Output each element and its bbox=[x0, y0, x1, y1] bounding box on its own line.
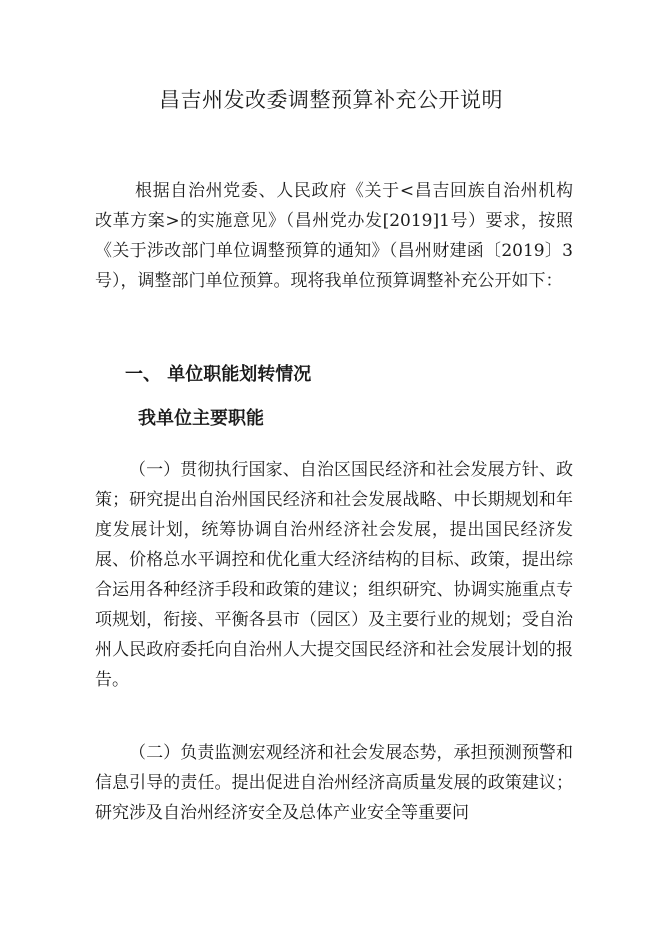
section-heading: 一、 单位职能划转情况 bbox=[125, 364, 312, 385]
function-item-1: （一）贯彻执行国家、自治区国民经济和社会发展方针、政策；研究提出自治州国民经济和社会发展战略、中长期规划和年度发展计划，统筹协调自治州经济社会发展，提出国民经济发展、价格总水平调控和优化重大经济结构的目标、政策，提出综合运用各种经济手段和政策的建议；组织研究、协调实施重点专项规划，衔接、平衡各县市（园区）及主要行业的规划；受自治州人民政府委托向自治州人大提交国民经济和社会发展计划的报告。 bbox=[95, 460, 573, 690]
intro-paragraph: 根据自治州党委、人民政府《关于<昌吉回族自治州机构改革方案>的实施意见》（昌州党办发[2019]1号）要求，按照《关于涉改部门单位调整预算的通知》（昌州财建函〔2019〕3号），调整部门单位预算。现将我单位预算调整补充公开如下： bbox=[95, 181, 573, 291]
subsection-heading: 我单位主要职能 bbox=[138, 408, 264, 429]
document-title: 昌吉州发改委调整预算补充公开说明 bbox=[159, 88, 503, 112]
function-item-2: （二）负责监测宏观经济和社会发展态势，承担预测预警和信息引导的责任。提出促进自治州经济高质量发展的政策建议；研究涉及自治州经济安全及总体产业安全等重要问 bbox=[95, 743, 573, 823]
